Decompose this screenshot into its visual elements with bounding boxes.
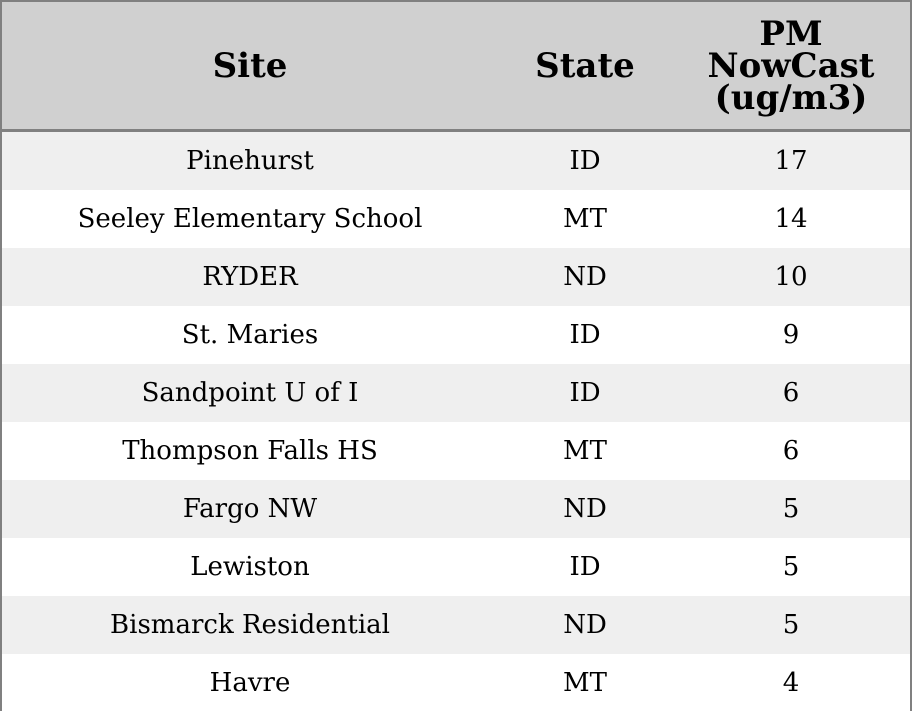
cell-site: Seeley Elementary School <box>2 190 498 248</box>
cell-state: ND <box>498 480 672 538</box>
cell-site: St. Maries <box>2 306 498 364</box>
column-header-pm-nowcast <box>672 2 910 131</box>
column-header-pm-line-1: PM <box>672 18 910 50</box>
cell-state: ID <box>498 364 672 422</box>
pm-nowcast-table <box>2 2 910 712</box>
cell-state: ID <box>498 131 672 191</box>
cell-site: Sandpoint U of I <box>2 364 498 422</box>
cell-pm-nowcast: 6 <box>672 422 910 480</box>
column-header-pm-line-3: (ug/m3) <box>672 82 910 114</box>
cell-state: ND <box>498 596 672 654</box>
cell-state: ND <box>498 248 672 306</box>
cell-pm-nowcast: 10 <box>672 248 910 306</box>
cell-site: Thompson Falls HS <box>2 422 498 480</box>
cell-state: ID <box>498 306 672 364</box>
table-row <box>2 480 910 538</box>
cell-site: Lewiston <box>2 538 498 596</box>
table-row <box>2 131 910 191</box>
cell-pm-nowcast: 14 <box>672 190 910 248</box>
cell-site: RYDER <box>2 248 498 306</box>
table-row <box>2 654 910 712</box>
cell-state: MT <box>498 422 672 480</box>
table-header <box>2 2 910 131</box>
table-row <box>2 538 910 596</box>
cell-site: Pinehurst <box>2 131 498 191</box>
table-row <box>2 422 910 480</box>
table-row <box>2 596 910 654</box>
cell-pm-nowcast: 5 <box>672 480 910 538</box>
cell-pm-nowcast: 9 <box>672 306 910 364</box>
cell-pm-nowcast: 17 <box>672 131 910 191</box>
cell-pm-nowcast: 6 <box>672 364 910 422</box>
table-row <box>2 248 910 306</box>
cell-pm-nowcast: 4 <box>672 654 910 712</box>
cell-site: Bismarck Residential <box>2 596 498 654</box>
cell-state: MT <box>498 654 672 712</box>
column-header-pm-line-2: NowCast <box>672 50 910 82</box>
cell-state: ID <box>498 538 672 596</box>
cell-pm-nowcast: 5 <box>672 538 910 596</box>
table-row <box>2 190 910 248</box>
column-header-state: State <box>498 2 672 131</box>
cell-state: MT <box>498 190 672 248</box>
column-header-site: Site <box>2 2 498 131</box>
table-row <box>2 364 910 422</box>
cell-site: Havre <box>2 654 498 712</box>
table-row <box>2 306 910 364</box>
table-body <box>2 131 910 712</box>
header-row <box>2 2 910 131</box>
cell-pm-nowcast: 5 <box>672 596 910 654</box>
cell-site: Fargo NW <box>2 480 498 538</box>
